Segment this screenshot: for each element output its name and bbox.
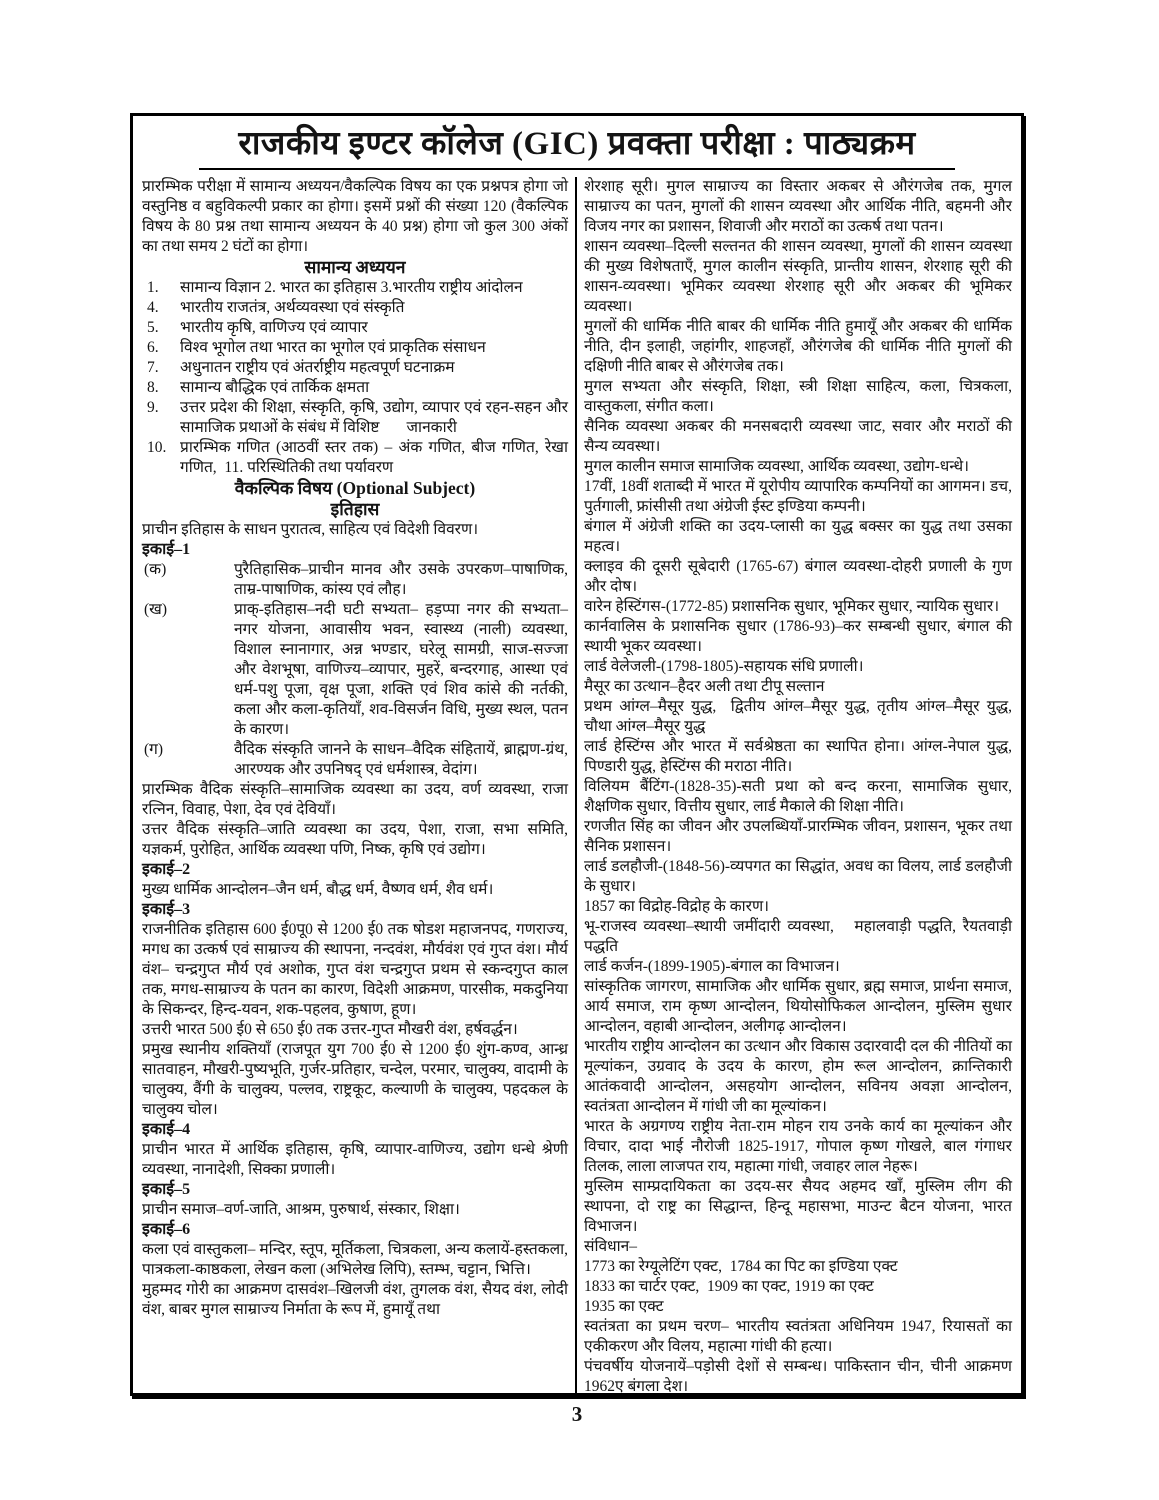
paragraph: पंचवर्षीय योजनायें–पड़ोसी देशों से सम्बन्ध। पाकिस्तान चीन, चीनी आक्रमण 1962ए बंगला देश।: [584, 1358, 1012, 1395]
unit-heading: इकाई–5: [142, 1181, 191, 1198]
paragraph: विलियम बैंटिंग-(1828-35)-सती प्रथा को बन्द करना, सामाजिक सुधार, शैक्षणिक सुधार, वित्तीय सुधार, लार्ड मैकाले की शिक्षा नीति।: [584, 778, 1012, 815]
paragraph: संविधान–: [584, 1238, 638, 1255]
paragraph: प्राचीन समाज–वर्ण-जाति, आश्रम, पुरुषार्थ, संस्कार, शिक्षा।: [142, 1201, 460, 1218]
unit-heading: इकाई–3: [142, 901, 191, 918]
paragraph: मुगल सभ्यता और संस्कृति, शिक्षा, स्त्री शिक्षा साहित्य, कला, चित्रकला, वास्तुकला, संगीत कला।: [584, 378, 1012, 415]
gs-list-item: [142, 298, 568, 318]
list-text: सामान्य विज्ञान 2. भारत का इतिहास 3.भारतीय राष्ट्रीय आंदोलन: [180, 279, 523, 296]
paragraph: प्रथम आंग्ल–मैसूर युद्ध, द्वितीय आंग्ल–मैसूर युद्ध, तृतीय आंग्ल–मैसूर युद्ध, चौथा आंग्ल–मैसूर युद्ध: [584, 698, 1012, 735]
paragraph: राजनीतिक इतिहास 600 ई0पू0 से 1200 ई0 तक षोडश महाजनपद, गणराज्य, मगध का उत्कर्ष एवं साम्राज्य की स्थापना, नन्दवंश, मौर्यवंश एवं गुप्त वंश। मौर्य वंश– चन्द्रगुप्त मौर्य एवं अशोक, गुप्त वंश चन्द्रगुप्त प्रथम से स्कन्दगुप्त काल तक, मगध-साम्राज्य के पतन का कारण, विदेशी आक्रमण, पारसीक, मकदुनिया के सिकन्दर, हिन्द-यवन, शक-पहलव, कुषाण, हूण।: [142, 921, 568, 1018]
paragraph: लार्ड वेलेजली-(1798-1805)-सहायक संधि प्रणाली।: [584, 658, 864, 675]
gs-list-item: [142, 438, 568, 478]
paragraph: रणजीत सिंह का जीवन और उपलब्धियाँ-प्रारम्भिक जीवन, प्रशासन, भूकर तथा सैनिक प्रशासन।: [584, 818, 1012, 855]
paragraph: मुगलों की धार्मिक नीति बाबर की धार्मिक नीति हुमायूँ और अकबर की धार्मिक नीति, दीन इलाही, जहांगीर, शाहजहाँ, औरंगजेब की धार्मिक नीति मुगलों की दक्षिणी नीति बाबर से औरंगजेब तक।: [584, 318, 1012, 375]
gs-list-item: [142, 358, 568, 378]
gs-list-item: [142, 398, 568, 438]
list-number: 10.: [147, 439, 167, 456]
sub-item: [142, 560, 568, 600]
paragraph: वारेन हेस्टिंगस-(1772-85) प्रशासनिक सुधार, भूमिकर सुधार, न्यायिक सुधार।: [584, 598, 1000, 615]
list-text: भारतीय राजतंत्र, अर्थव्यवस्था एवं संस्कृति: [180, 299, 405, 316]
sub-item-text: वैदिक संस्कृति जानने के साधन–वैदिक संहितायें, ब्राह्मण-ग्रंथ, आरण्यक और उपनिषद् एवं धर्मशास्त्र, वेदांग।: [234, 741, 568, 778]
right-column: [577, 177, 1012, 1397]
paragraph: बंगाल में अंग्रेजी शक्ति का उदय-प्लासी का युद्ध बक्सर का युद्ध तथा उसका महत्व।: [584, 518, 1012, 555]
paragraph: मुगल कालीन समाज सामाजिक व्यवस्था, आर्थिक व्यवस्था, उद्योग-धन्धे।: [584, 458, 970, 475]
section-heading: सामान्य अध्ययन: [304, 257, 406, 277]
sub-item-label: (ख): [144, 601, 168, 618]
list-number: 6.: [147, 339, 159, 356]
list-number: 4.: [147, 299, 159, 316]
unit-heading: इकाई–6: [142, 1221, 191, 1238]
paragraph: कला एवं वास्तुकला– मन्दिर, स्तूप, मूर्तिकला, चित्रकला, अन्य कलायें-हस्तकला, पात्रकला-काष्ठकला, लेखन कला (अभिलेख लिपि), स्तम्भ, चट्टान, भित्ति।: [142, 1241, 568, 1278]
page-number: 3: [571, 1402, 583, 1426]
paragraph: प्रारम्भिक वैदिक संस्कृति–सामाजिक व्यवस्था का उदय, वर्ण व्यवस्था, राजा रत्निन, विवाह, पेशा, देव एवं देवियाँ।: [142, 781, 568, 818]
paragraph: लार्ड कर्जन-(1899-1905)-बंगाल का विभाजन।: [584, 958, 840, 975]
list-text: सामान्य बौद्धिक एवं तार्किक क्षमता: [180, 379, 370, 396]
list-number: 5.: [147, 319, 159, 336]
paragraph: क्लाइव की दूसरी सूबेदारी (1765-67) बंगाल व्यवस्था-दोहरी प्रणाली के गुण और दोष।: [584, 558, 1012, 595]
sub-item: [142, 740, 568, 780]
list-number: 8.: [147, 379, 159, 396]
paragraph: स्वतंत्रता का प्रथम चरण– भारतीय स्वतंत्रता अधिनियम 1947, रियासतों का एकीकरण और विलय, महात्मा गांधी की हत्या।: [584, 1318, 1012, 1355]
title-block: [133, 116, 1021, 170]
paragraph: मुख्य धार्मिक आन्दोलन–जैन धर्म, बौद्ध धर्म, वैष्णव धर्म, शैव धर्म।: [142, 881, 494, 898]
paragraph: शासन व्यवस्था–दिल्ली सल्तनत की शासन व्यवस्था, मुगलों की शासन व्यवस्था की मुख्य विशेषताएँ, मुगल कालीन संस्कृति, प्रान्तीय शासन, शेरशाह सूरी की शासन-व्यवस्था। भूमिकर व्यवस्था शेरशाह सूरी और अकबर की भूमिकर व्यवस्था।: [584, 238, 1012, 315]
two-column-body: [133, 170, 1021, 1401]
paragraph: सांस्कृतिक जागरण, सामाजिक और धार्मिक सुधार, ब्रह्म समाज, प्रार्थना समाज, आर्य समाज, राम कृष्ण आन्दोलन, थियोसोफिकल आन्दोलन, मुस्लिम सुधार आन्दोलन, वहाबी आन्दोलन, अलीगढ़ आन्दोलन।: [584, 978, 1012, 1035]
paragraph: 1935 का एक्ट: [584, 1298, 664, 1315]
paragraph: भारत के अग्रगण्य राष्ट्रीय नेता-राम मोहन राय उनके कार्य का मूल्यांकन और विचार, दादा भाई नौरोजी 1825-1917, गोपाल कृष्ण गोखले, बाल गंगाधर तिलक, लाला लाजपत राय, महात्मा गांधी, जवाहर लाल नेहरू।: [584, 1118, 1012, 1175]
paragraph: शेरशाह सूरी। मुगल साम्राज्य का विस्तार अकबर से औरंगजेब तक, मुगल साम्राज्य का पतन, मुगलों की शासन व्यवस्था और आर्थिक नीति, बहमनी और विजय नगर का प्रशासन, शिवाजी और मराठों का उत्कर्ष तथा पतन।: [584, 178, 1012, 235]
list-text: उत्तर प्रदेश की शिक्षा, संस्कृति, कृषि, उद्योग, व्यापार एवं रहन-सहन और सामाजिक प्रथाओं के संबंध में विशिष्ट जानकारी: [180, 399, 568, 436]
syllabus-sheet: [130, 113, 1024, 1396]
section-heading: इतिहास: [330, 499, 380, 519]
sub-item-text: प्राक्-इतिहास–नदी घटी सभ्यता– हड़प्पा नगर की सभ्यता– नगर योजना, आवासीय भवन, स्वास्थ्य (नाली) व्यवस्था, विशाल स्नानागार, अन्न भण्डार, घरेलू सामग्री, साज-सज्जा और वेशभूषा, वाणिज्य–व्यापार, मुहरें, बन्दरगाह, आस्था एवं धर्म-पशु पूजा, वृक्ष पूजा, शक्ति एवं शिव कांसे की नर्तकी, कला और कला-कृतियाँ, शव-विसर्जन विधि, मुख्य स्थल, पतन के कारण।: [234, 601, 568, 738]
paragraph: प्रमुख स्थानीय शक्तियाँ (राजपूत युग 700 ई0 से 1200 ई0 शुंग-कण्व, आन्ध्र सातवाहन, मौखरी-पुष्यभूति, गुर्जर-प्रतिहार, चन्देल, परमार, चालुक्य, वादामी के चालुक्य, वैंगी के चालुक्य, पल्लव, राष्ट्रकूट, कल्याणी के चालुक्य, पहदकल के चालुक्य चोल।: [142, 1041, 568, 1118]
sub-item: [142, 600, 568, 740]
list-text: विश्व भूगोल तथा भारत का भूगोल एवं प्राकृतिक संसाधन: [180, 339, 486, 356]
unit-heading: इकाई–4: [142, 1121, 191, 1138]
paragraph: सैनिक व्यवस्था अकबर की मनसबदारी व्यवस्था जाट, सवार और मराठों की सैन्य व्यवस्था।: [584, 418, 1012, 455]
list-number: 1.: [147, 279, 159, 296]
paragraph: मैसूर का उत्थान–हैदर अली तथा टीपू सल्तान: [584, 678, 825, 695]
gs-list-item: [142, 338, 568, 358]
paragraph: भू-राजस्व व्यवस्था–स्थायी जमींदारी व्यवस्था, महालवाड़ी पद्धति, रैयतवाड़ी पद्धति: [584, 918, 1012, 955]
paragraph: उत्तरी भारत 500 ई0 से 650 ई0 तक उत्तर-गुप्त मौखरी वंश, हर्षवर्द्धन।: [142, 1021, 518, 1038]
list-number: 9.: [147, 399, 159, 416]
sub-item-label: (ग): [144, 741, 164, 758]
gs-list-item: [142, 318, 568, 338]
list-text: प्रारम्भिक गणित (आठवीं स्तर तक) – अंक गणित, बीज गणित, रेखा गणित, 11. परिस्थितिकी तथा पर्यावरण: [180, 439, 568, 476]
paragraph: 1857 का विद्रोह-विद्रोह के कारण।: [584, 898, 770, 915]
paragraph: लार्ड हेस्टिंग्स और भारत में सर्वश्रेष्ठता का स्थापित होना। आंग्ल-नेपाल युद्ध, पिण्डारी युद्ध, हेस्टिंग्स की मराठा नीति।: [584, 738, 1012, 775]
page-title: राजकीय इण्टर कॉलेज (GIC) प्रवक्ता परीक्षा : पाठ्यक्रम: [238, 126, 916, 162]
list-text: भारतीय कृषि, वाणिज्य एवं व्यापार: [180, 319, 368, 336]
paragraph: मुहम्मद गोरी का आक्रमण दासवंश–खिलजी वंश, तुगलक वंश, सैयद वंश, लोदी वंश, बाबर मुगल साम्राज्य निर्माता के रूप में, हुमायूँ तथा: [142, 1281, 568, 1318]
paragraph: 1773 का रेग्यूलेटिंग एक्ट, 1784 का पिट का इण्डिया एक्ट: [584, 1258, 898, 1275]
sub-item-text: पुरैतिहासिक–प्राचीन मानव और उसके उपरकण–पाषाणिक, ताम्र-पाषाणिक, कांस्य एवं लौह।: [234, 561, 568, 598]
paragraph: भारतीय राष्ट्रीय आन्दोलन का उत्थान और विकास उदारवादी दल की नीतियों का मूल्यांकन, उग्रवाद के उदय के कारण, होम रूल आन्दोलन, क्रान्तिकारी आतंकवादी आन्दोलन, असहयोग आन्दोलन, सविनय अवज्ञा आन्दोलन, स्वतंत्रता आन्दोलन में गांधी जी का मूल्यांकन।: [584, 1038, 1012, 1115]
paragraph: प्राचीन भारत में आर्थिक इतिहास, कृषि, व्यापार-वाणिज्य, उद्योग धन्धे श्रेणी व्यवस्था, नानादेशी, सिक्का प्रणाली।: [142, 1141, 568, 1178]
gs-list-item: [142, 378, 568, 398]
paragraph: लार्ड डलहौजी-(1848-56)-व्यपगत का सिद्धांत, अवध का विलय, लार्ड डलहौजी के सुधार।: [584, 858, 1012, 895]
paragraph: प्राचीन इतिहास के साधन पुरातत्व, साहित्य एवं विदेशी विवरण।: [142, 521, 479, 538]
paragraph: मुस्लिम साम्प्रदायिकता का उदय-सर सैयद अहमद खाँ, मुस्लिम लीग की स्थापना, दो राष्ट्र का सिद्धान्त, हिन्दू महासभा, माउन्ट बैटन योजना, भारत विभाजन।: [584, 1178, 1012, 1235]
paragraph: 17वीं, 18वीं शताब्दी में भारत में यूरोपीय व्यापारिक कम्पनियों का आगमन। डच, पुर्तगाली, फ्रांसीसी तथा अंग्रेजी ईस्ट इण्डिया कम्पनी।: [584, 478, 1012, 515]
section-heading: वैकल्पिक विषय (Optional Subject): [234, 478, 476, 498]
list-text: अधुनातन राष्ट्रीय एवं अंतर्राष्ट्रीय महत्वपूर्ण घटनाक्रम: [180, 359, 455, 376]
list-number: 7.: [147, 359, 159, 376]
gs-list-item: [142, 278, 568, 298]
unit-heading: इकाई–2: [142, 861, 191, 878]
paragraph: प्रारम्भिक परीक्षा में सामान्य अध्ययन/वैकल्पिक विषय का एक प्रश्नपत्र होगा जो वस्तुनिष्ठ व बहुविकल्पी प्रकार का होगा। इसमें प्रश्नों की संख्या 120 (वैकल्पिक विषय के 80 प्रश्न तथा सामान्य अध्ययन के 40 प्रश्न) होगा जो कुल 300 अंकों का तथा समय 2 घंटों का होगा।: [142, 178, 568, 255]
sub-item-label: (क): [144, 561, 167, 578]
paragraph: उत्तर वैदिक संस्कृति–जाति व्यवस्था का उदय, पेशा, राजा, सभा समिति, यज्ञकर्म, पुरोहित, आर्थिक व्यवस्था पणि, निष्क, कृषि एवं उद्योग।: [142, 821, 568, 858]
paragraph: कार्नवालिस के प्रशासनिक सुधार (1786-93)–कर सम्बन्धी सुधार, बंगाल की स्थायी भूकर व्यवस्था।: [584, 618, 1012, 655]
unit-heading: इकाई–1: [142, 541, 191, 558]
paragraph: 1833 का चार्टर एक्ट, 1909 का एक्ट, 1919 का एक्ट: [584, 1278, 874, 1295]
left-column: [142, 177, 577, 1397]
